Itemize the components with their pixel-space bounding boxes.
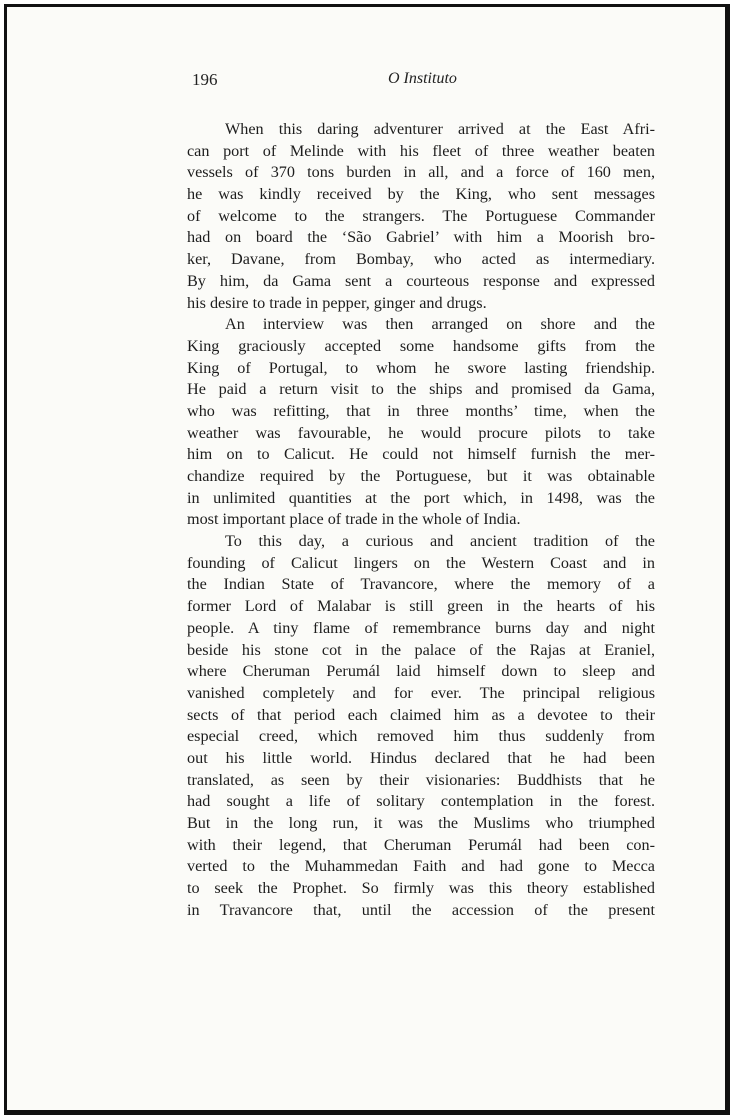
text-line: former Lord of Malabar is still green in the hearts of his	[187, 597, 655, 616]
text-line: chandize required by the Portuguese, but it was obtainable	[187, 467, 655, 485]
text-line: But in the long run, it was the Muslims who triumphed	[187, 814, 655, 832]
text-line: When this daring adventurer arrived at the East Afri-	[225, 120, 655, 138]
text-line: King graciously accepted some handsome gifts from the	[187, 336, 655, 355]
text-line: vessels of 370 tons burden in all, and a force of 160 men,	[187, 163, 655, 182]
text-line: To this day, a curious and ancient tradition of the	[225, 532, 655, 551]
text-line: had on board the ‘São Gabriel’ with him a Moorish bro-	[187, 228, 655, 247]
page-header	[192, 70, 654, 92]
text-line: in unlimited quantities at the port which, in 1498, was the	[187, 488, 655, 507]
text-line: sects of that period each claimed him as a devotee to their	[187, 705, 655, 724]
text-line: King of Portugal, to whom he swore lasting friendship.	[187, 358, 655, 377]
text-line: the Indian State of Travancore, where the memory of a	[187, 575, 655, 594]
text-line: By him, da Gama sent a courteous response and expressed	[187, 271, 655, 290]
text-line: translated, as seen by their visionaries: Buddhists that he	[187, 770, 655, 789]
text-line: founding of Calicut lingers on the Western Coast and in	[187, 553, 655, 572]
text-line: in Travancore that, until the accession of the present	[187, 900, 655, 919]
text-line: of welcome to the strangers. The Portuguese Commander	[187, 206, 655, 225]
text-line: An interview was then arranged on shore and the	[225, 315, 655, 334]
text-line: verted to the Muhammedan Faith and had gone to Mecca	[187, 857, 655, 876]
text-line: his desire to trade in pepper, ginger and drugs.	[187, 293, 487, 312]
text-line: him on to Calicut. He could not himself furnish the mer-	[187, 445, 655, 464]
running-title: O Instituto	[388, 70, 457, 87]
text-line: especial creed, which removed him thus suddenly from	[187, 727, 655, 746]
page-number: 196	[192, 70, 218, 89]
text-line: had sought a life of solitary contemplation in the forest.	[187, 792, 655, 811]
text-line: ker, Davane, from Bombay, who acted as intermediary.	[187, 250, 655, 269]
paragraph-2	[187, 314, 655, 531]
text-line: he was kindly received by the King, who sent messages	[187, 185, 655, 204]
text-line: with their legend, that Cheruman Perumál had been con-	[187, 835, 655, 854]
paragraph-3	[187, 531, 655, 921]
text-line: people. A tiny flame of remembrance burns day and night	[187, 618, 655, 637]
text-line: to seek the Prophet. So firmly was this theory established	[187, 879, 655, 898]
text-line: most important place of trade in the whole of India.	[187, 510, 521, 529]
text-line: weather was favourable, he would procure pilots to take	[187, 423, 655, 442]
text-line: where Cheruman Perumál laid himself down to sleep and	[187, 662, 655, 681]
text-line: out his little world. Hindus declared that he had been	[187, 748, 655, 767]
text-line: can port of Melinde with his fleet of three weather beaten	[187, 141, 655, 160]
text-line: beside his stone cot in the palace of the Rajas at Eraniel,	[187, 640, 655, 659]
text-line: who was refitting, that in three months’ time, when the	[187, 401, 655, 420]
body-text	[187, 119, 655, 921]
paragraph-1	[187, 119, 655, 314]
text-line: vanished completely and for ever. The principal religious	[187, 683, 655, 702]
text-line: He paid a return visit to the ships and promised da Gama,	[187, 380, 655, 399]
